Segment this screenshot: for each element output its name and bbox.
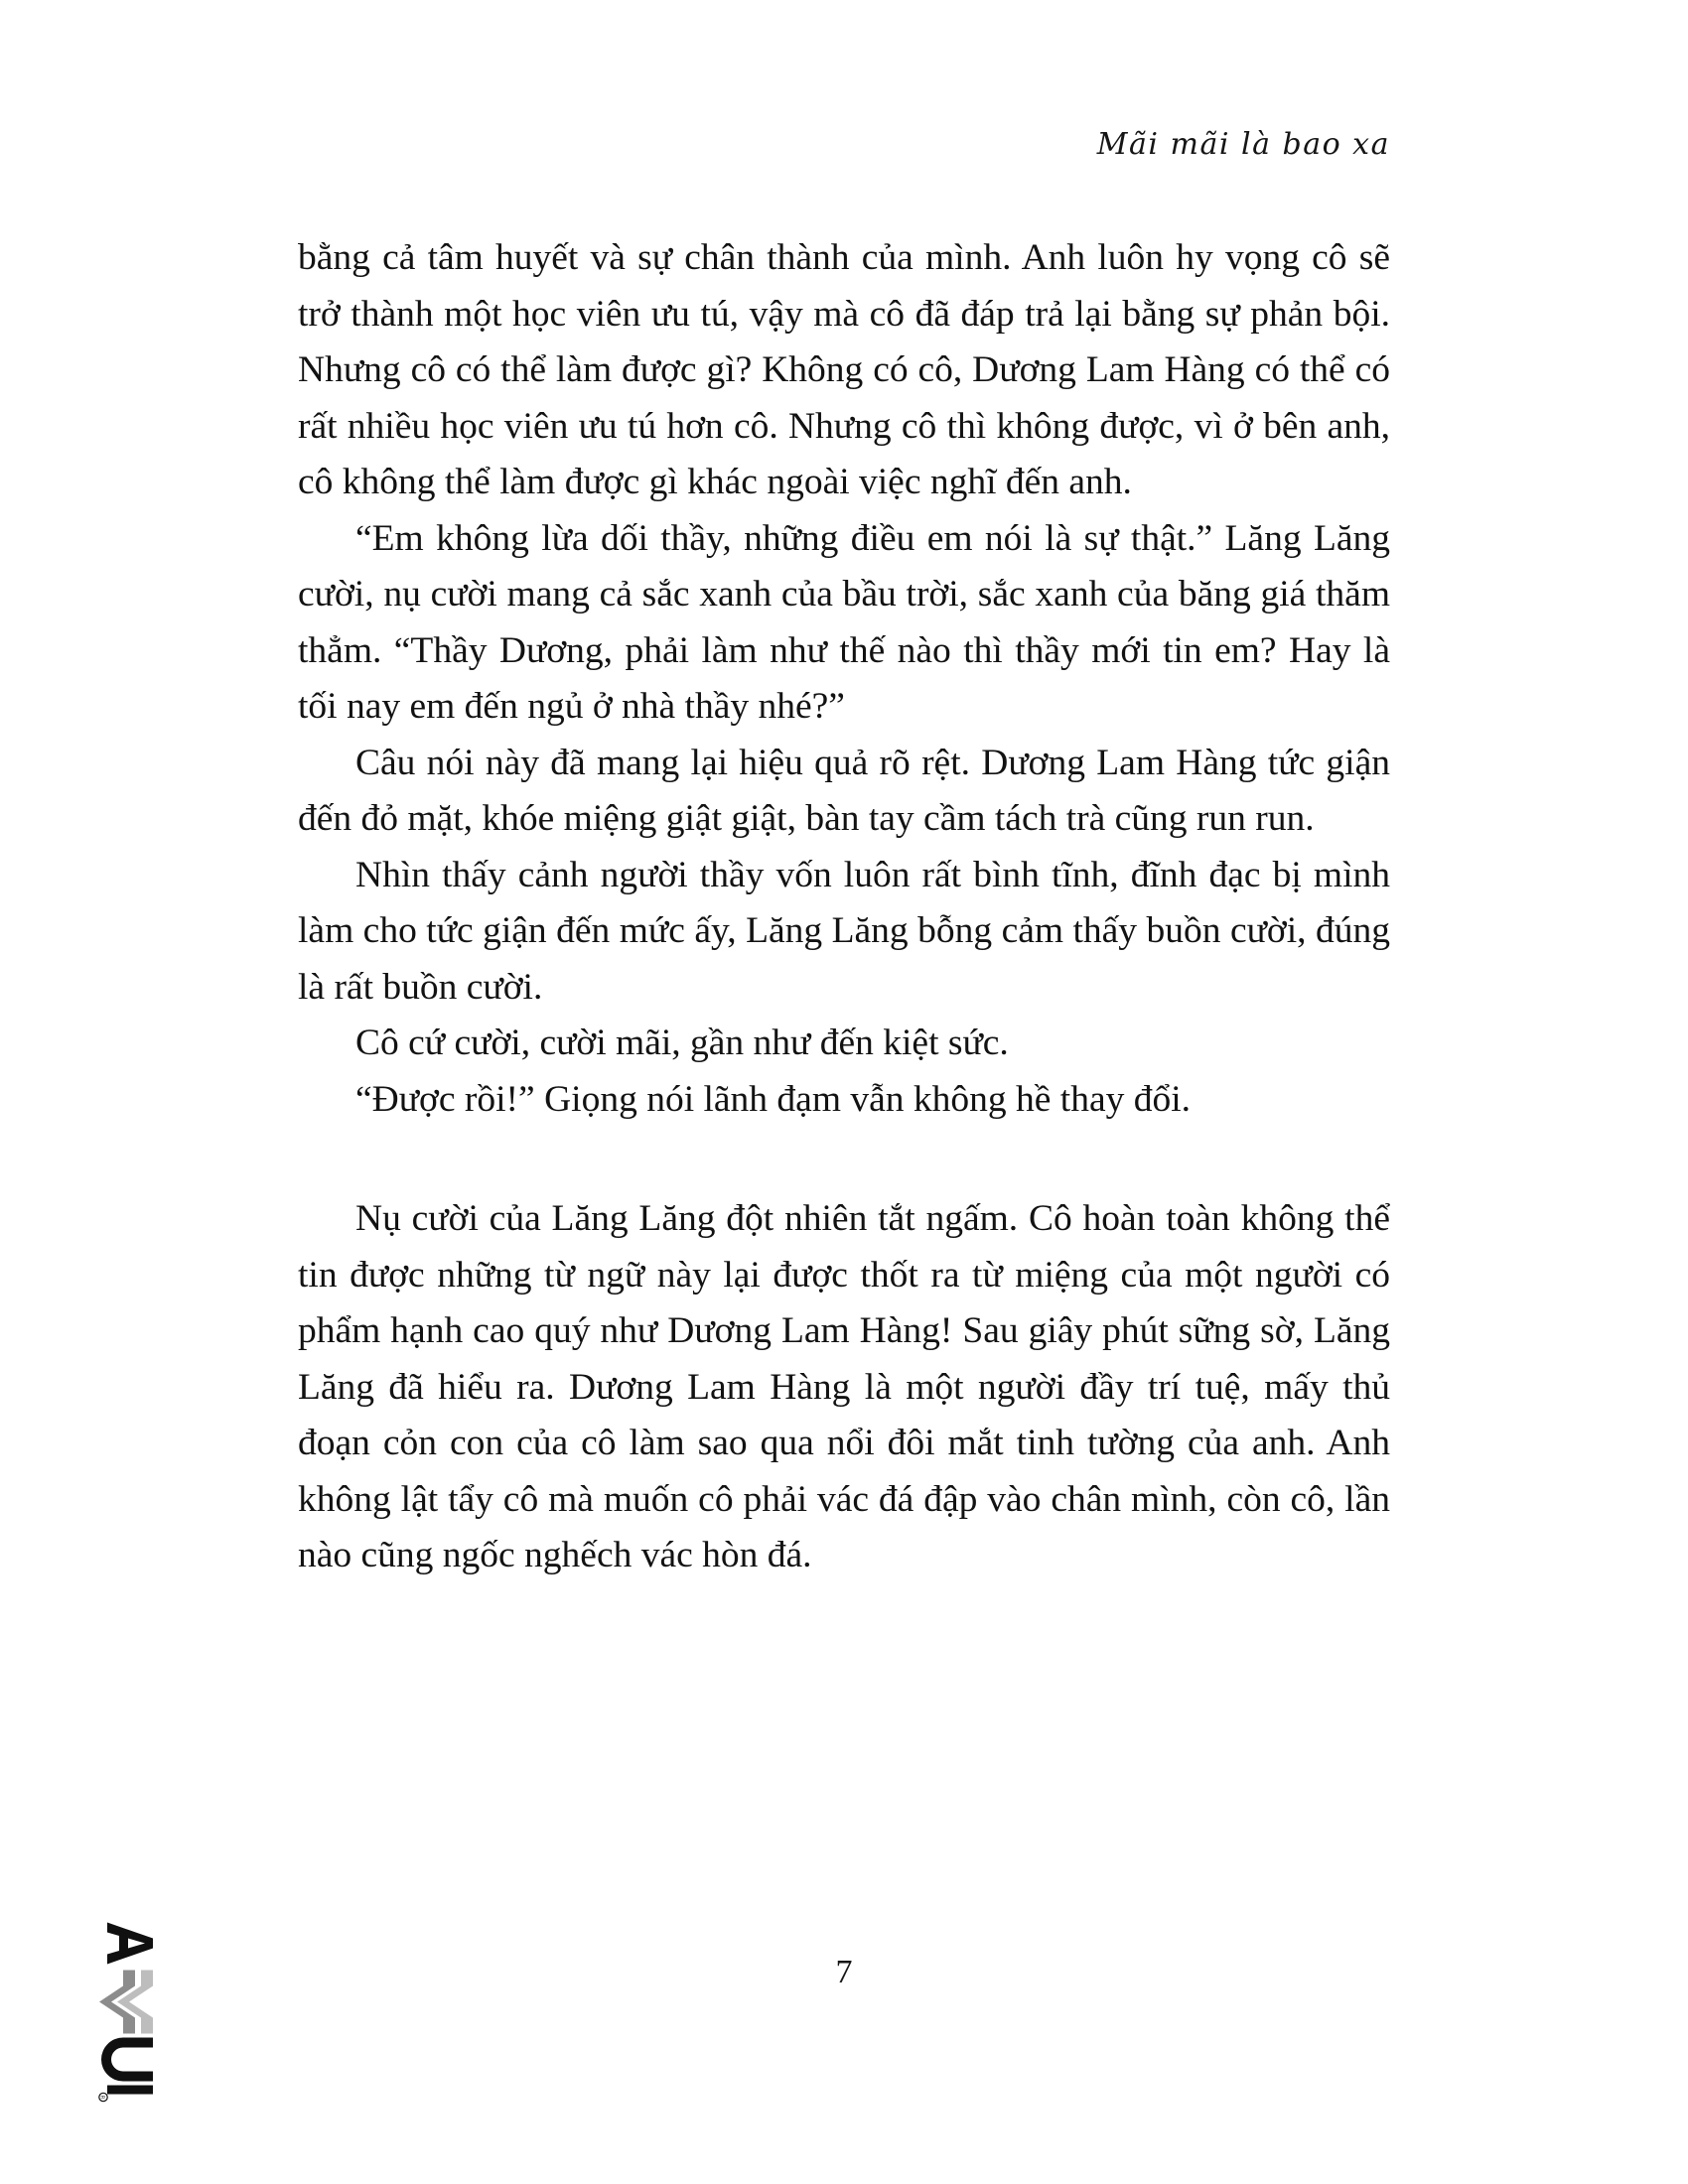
- paragraph: Câu nói này đã mang lại hiệu quả rõ rệt. Dương Lam Hàng tức giận đến đỏ mặt, khóe miệng giật giật, bàn tay cầm tách trà cũng run run.: [298, 742, 1390, 839]
- amun-logo-icon: [93, 1919, 159, 2103]
- paragraph: Nhìn thấy cảnh người thầy vốn luôn rất bình tĩnh, đĩnh đạc bị mình làm cho tức giận đến mức ấy, Lăng Lăng bỗng cảm thấy buồn cười, đúng là rất buồn cười.: [298, 854, 1390, 1008]
- paragraph: Nụ cười của Lăng Lăng đột nhiên tắt ngấm. Cô hoàn toàn không thể tin được những từ ngữ này lại được thốt ra từ miệng của một người có phẩm hạnh cao quý như Dương Lam Hàng! Sau giây phút sững sờ, Lăng Lăng đã hiểu ra. Dương Lam Hàng là một người đầy trí tuệ, mấy thủ đoạn cỏn con của cô làm sao qua nổi đôi mắt tinh tường của anh. Anh không lật tẩy cô mà muốn cô phải vác đá đập vào chân mình, còn cô, lần nào cũng ngốc nghếch vác hòn đá.: [298, 1198, 1390, 1575]
- svg-text:R: R: [98, 2095, 105, 2100]
- publisher-logo-rotated: [93, 1919, 159, 2103]
- body-text-column: [298, 230, 1390, 1584]
- running-header-title: Mãi mãi là bao xa: [1096, 127, 1390, 162]
- paragraph: Cô cứ cười, cười mãi, gần như đến kiệt sức.: [355, 1023, 1009, 1063]
- paragraph: “Em không lừa dối thầy, những điều em nói là sự thật.” Lăng Lăng cười, nụ cười mang cả sắc xanh của bầu trời, sắc xanh của băng giá thăm thẳm. “Thầy Dương, phải làm như thế nào thì thầy mới tin em? Hay là tối nay em đến ngủ ở nhà thầy nhé?”: [298, 517, 1390, 727]
- publisher-logo: [91, 1916, 161, 2105]
- paragraph: bằng cả tâm huyết và sự chân thành của mình. Anh luôn hy vọng cô sẽ trở thành một học viên ưu tú, vậy mà cô đã đáp trả lại bằng sự phản bội. Nhưng cô có thể làm được gì? Không có cô, Dương Lam Hàng có thể có rất nhiều học viên ưu tú hơn cô. Nhưng cô thì không được, vì ở bên anh, cô không thể làm được gì khác ngoài việc nghĩ đến anh.: [298, 237, 1390, 502]
- page-number: 7: [835, 1954, 853, 1990]
- paragraph: “Được rồi!” Giọng nói lãnh đạm vẫn không hề thay đổi.: [355, 1078, 1192, 1120]
